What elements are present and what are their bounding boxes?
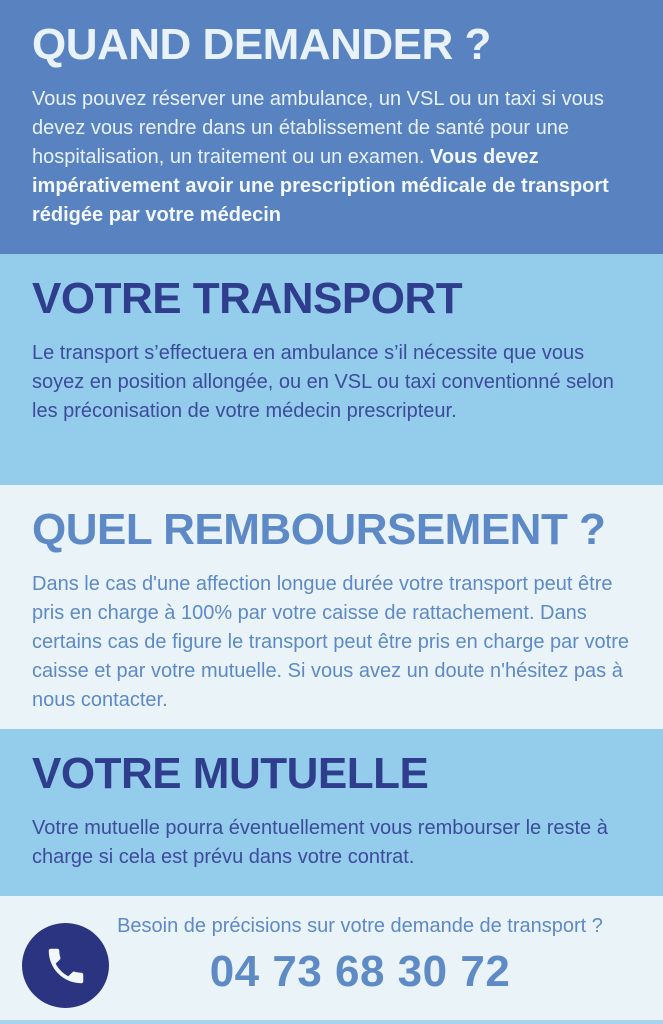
section-quel-remboursement	[0, 485, 663, 729]
section-title-votre-mutuelle: VOTRE MUTUELLE	[32, 749, 429, 798]
body-bold-text: Vous devez impérativement avoir une prescription médicale de transport rédigée par votre médecin	[32, 146, 609, 226]
body-regular-text: Vous pouvez réserver une ambulance, un VSL ou un taxi si vous devez vous rendre dans un établissement de santé pour une hospitalisation, un traitement ou un examen.	[32, 88, 604, 168]
footer-question: Besoin de précisions sur votre demande de transport ?	[117, 915, 603, 937]
section-body-votre-transport: Le transport s’effectuera en ambulance s’il nécessite que vous soyez en position allongée, ou en VSL ou taxi conventionné selon les préconisation de votre médecin prescripteur.	[32, 342, 614, 422]
section-votre-mutuelle	[0, 729, 663, 896]
section-quand-demander	[0, 0, 663, 254]
section-title-quand-demander: QUAND DEMANDER ?	[32, 20, 491, 69]
footer-text-block	[95, 896, 625, 996]
section-body-quand-demander	[32, 85, 635, 230]
section-body-quel-remboursement: Dans le cas d'une affection longue durée votre transport peut être pris en charge à 100% par votre caisse de rattachement. Dans certains cas de figure le transport peut être pris en charge par votre caisse et par votre mutuelle. Si vous avez un doute n'hésitez pas à nous contacter.	[32, 573, 629, 711]
phone-badge	[22, 923, 109, 1008]
phone-number: 04 73 68 30 72	[209, 947, 511, 996]
footer-contact	[0, 896, 663, 1020]
section-body-votre-mutuelle: Votre mutuelle pourra éventuellement vous rembourser le reste à charge si cela est prévu dans votre contrat.	[32, 817, 608, 868]
phone-icon	[43, 943, 89, 989]
bottom-accent-strip	[0, 1020, 663, 1024]
section-votre-transport	[0, 254, 663, 485]
section-title-quel-remboursement: QUEL REMBOURSEMENT ?	[32, 505, 606, 554]
section-title-votre-transport: VOTRE TRANSPORT	[32, 274, 463, 323]
